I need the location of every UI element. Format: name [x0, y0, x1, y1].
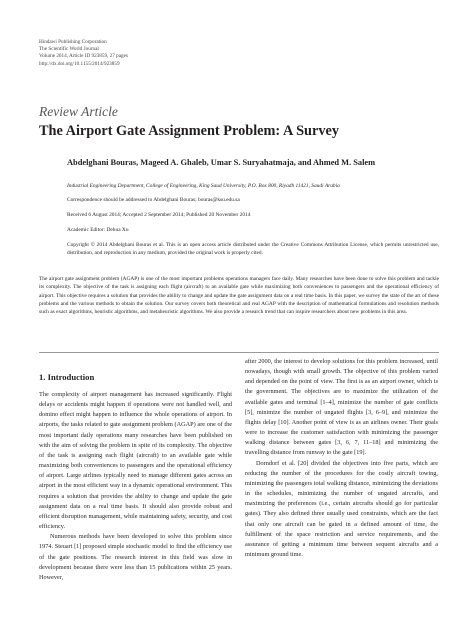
journal-name: The Scientific World Journal: [39, 46, 99, 53]
intro-paragraph-4: Dorndorf et al. [20] divided the objectives into five parts, which are reducing the number of the procedures for the costly aircraft towing, minimizing the passengers total walking distance, minimizing the deviations in the schedules, minimizing the number of ungated aircrafts, and maximizing the preferences (i.e., certain aircrafts should go for particular gates). They also defined three usually used constraints, which are the fact that only one aircraft can be gated in a defined amount of time, the fulfillment of the space restriction and service requirements, and the assurance of getting a minimum time between sequent aircrafts and a minimum ground time.: [245, 459, 438, 558]
affiliation: Industrial Engineering Department, College of Engineering, King Saud University, P.O. Box 800, Riyadh 11421, Saudi Arabia: [67, 183, 340, 189]
academic-editor: Academic Editor: Dehua Xu: [67, 227, 129, 233]
journal-header: [39, 39, 128, 68]
publisher-line: Hindawi Publishing Corporation: [39, 39, 107, 45]
right-column: [245, 357, 438, 560]
correspondence: Correspondence should be addressed to Abdelghani Bouras; bouras@ksu.edu.sa: [67, 197, 240, 203]
publication-dates: Received 6 August 2014; Accepted 2 September 2014; Published 20 November 2014: [67, 212, 251, 218]
abstract: The airport gate assignment problem (AGAP) is one of the most important problems operations managers face daily. Many researches have been done to solve this problem and tackle its complexity. The objective of the task is assigning each flight (aircraft) to an available gate while maximizing both conveniences to passengers and the operational efficiency of airport. This objective requires a solution that provides the ability to change and update the gate assignment data on a real time basis. In this paper, we survey the state of the art of these problems and the various methods to obtain the solution. Our survey covers both theoretical and real AGAP with the description of mathematical formulations and resolution methods such as exact algorithms, heuristic algorithms, and metaheuristic algorithms. We also provide a research trend that can inspire researchers about new problems in this area.: [39, 276, 439, 316]
article-type: Review Article: [39, 104, 118, 119]
doi-link[interactable]: http://dx.doi.org/10.1155/2014/923859: [39, 60, 120, 67]
author-list: Abdelghani Bouras, Mageed A. Ghaleb, Umar S. Suryahatmaja, and Ahmed M. Salem: [67, 158, 376, 167]
intro-paragraph-1: The complexity of airport management has increased significantly. Flight delays or accidents might happen if operations were not handled well, and domino effect might happen to influence the whole operations of airport. In airports, the tasks related to gate assignment problem (AGAP) are one of the most important daily operations many researches have been published on with the aim of solving the problem in spite of its complexity. The objective of the task is assigning each flight (aircraft) to an available gate while maximizing both conveniences to passengers and the operational efficiency of airport. Large airlines typically need to manage different gates across an airport in the most efficient way in a dynamic operational environment. This requires a solution that provides the ability to change and update the gate assignment data on a real time basis. It should also provide robust and efficient disruption management, while maintaining safety, security, and cost efficiency.: [39, 391, 232, 531]
intro-paragraph-3: after 2000, the interest to develop solutions for this problem increased, until nowadays, though with small growth. The objective of this problem varied and depended on the point of view. The first is as an airport owner, which is the government. The objectives are to maximize the utilization of the available gates and terminal [1–4], minimize the number of gate conflicts [5], minimize the number of ungated flights [3, 6–9], and minimize the flights delay [10]. Another point of view is as an airlines owner. Their goals were to increase the customer satisfaction with minimizing the passenger walking distance between gates [3, 6, 7, 11–18] and minimizing the travelling distance from runway to the gate [19].: [245, 358, 438, 457]
section-heading-introduction: 1. Introduction: [39, 372, 95, 382]
volume-line: Volume 2014, Article ID 923859, 27 pages: [39, 53, 128, 60]
article-title: The Airport Gate Assignment Problem: A Survey: [39, 123, 339, 139]
left-column: [39, 390, 232, 583]
intro-paragraph-2: Numerous methods have been developed to solve this problem since 1974. Steuart [1] proposed simple stochastic model to find the efficiency use of the gate positions. The research interest in this field was slow in development because there were less than 15 publications within 25 years. However,: [39, 533, 232, 581]
copyright-notice: Copyright © 2014 Abdelghani Bouras et al. This is an open access article distributed under the Creative Commons Attribution License, which permits unrestricted use, distribution, and reproduction in any medium, provided the original work is properly cited.: [67, 242, 439, 257]
section-divider: [39, 352, 439, 353]
